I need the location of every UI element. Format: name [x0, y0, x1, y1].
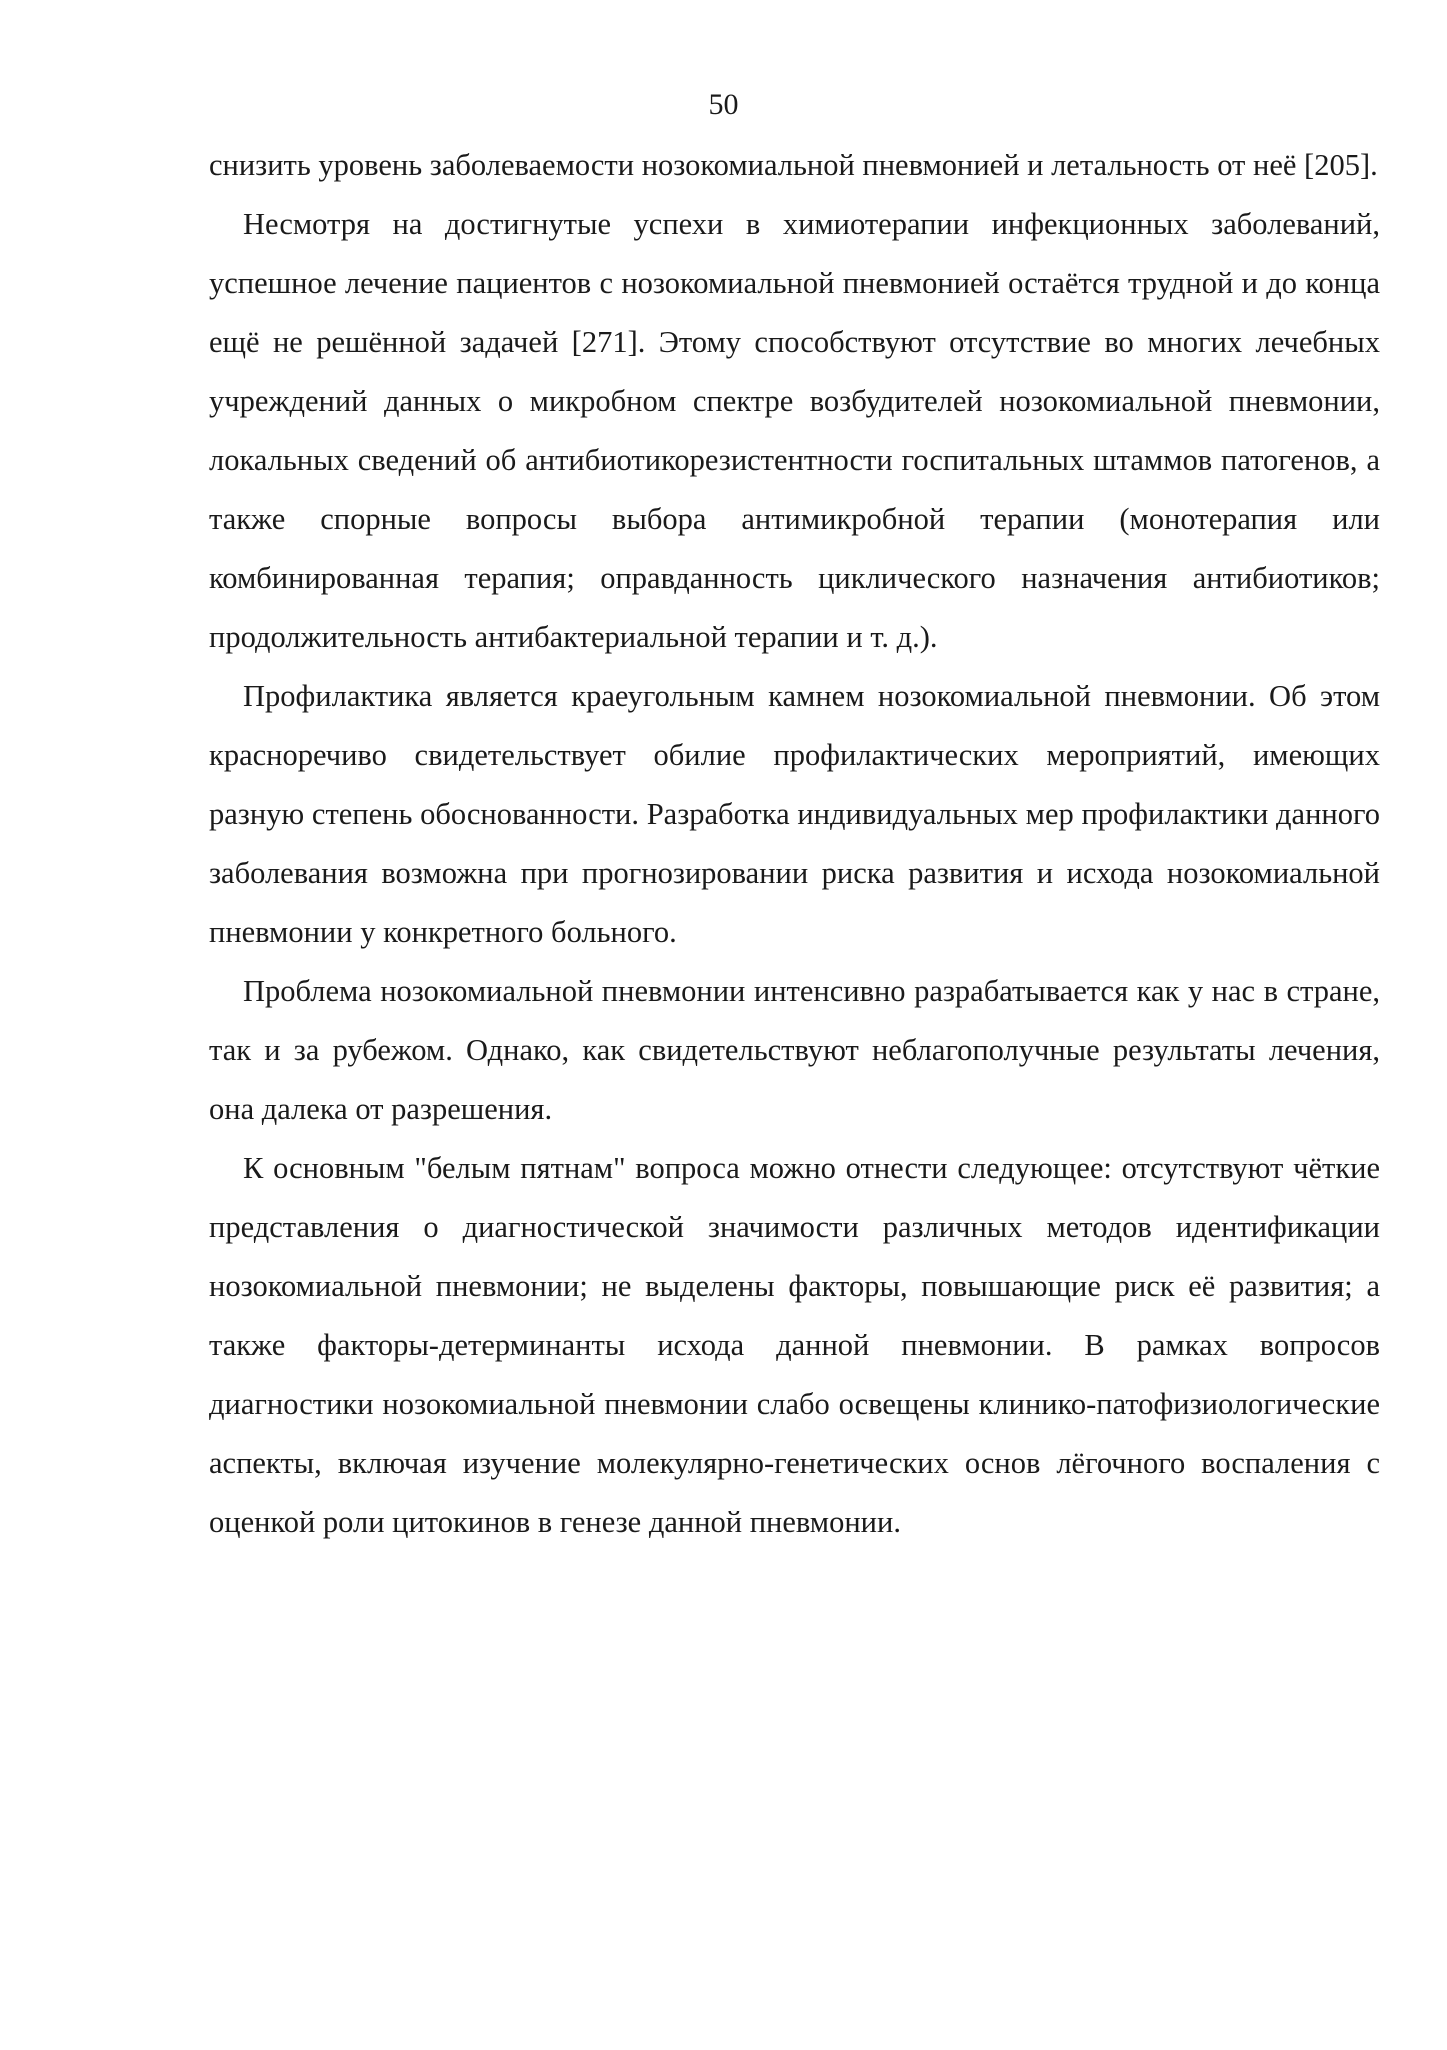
paragraph-continuation: снизить уровень заболеваемости нозокомиальной пневмонией и летальность от неё [205]. — [209, 148, 1378, 182]
paragraph-chemotherapy: Несмотря на достигнутые успехи в химиотерапии инфекционных заболеваний, успешное лечение пациентов с нозокомиальной пневмонией остаётся трудной и до конца ещё не решённой задачей [271]. Этому способствуют отсутствие во многих лечебных учреждений данных о микробном спектре возбудителей нозокомиальной пневмонии, локальных сведений об антибиотикорезистентности госпитальных штаммов патогенов, а также спорные вопросы выбора антимикробной терапии (монотерапия или комбинированная терапия; оправданность циклического назначения антибиотиков; продолжительность антибактериальной терапии и т. д.). — [209, 207, 1380, 654]
body-text — [209, 136, 1380, 1552]
paragraph-white-spots: К основным "белым пятнам" вопроса можно отнести следующее: отсутствуют чёткие представления о диагностической значимости различных методов идентификации нозокомиальной пневмонии; не выделены факторы, повышающие риск её развития; а также факторы-детерминанты исхода данной пневмонии. В рамках вопросов диагностики нозокомиальной пневмонии слабо освещены клинико-патофизиологические аспекты, включая изучение молекулярно-генетических основ лёгочного воспаления с оценкой роли цитокинов в генезе данной пневмонии. — [209, 1151, 1380, 1539]
page-number: 50 — [708, 88, 739, 121]
paragraph-problem: Проблема нозокомиальной пневмонии интенсивно разрабатывается как у нас в стране, так и за рубежом. Однако, как свидетельствуют неблагополучные результаты лечения, она далека от разрешения. — [209, 974, 1380, 1126]
paragraph-prevention: Профилактика является краеугольным камнем нозокомиальной пневмонии. Об этом красноречиво свидетельствует обилие профилактических мероприятий, имеющих разную степень обоснованности. Разработка индивидуальных мер профилактики данного заболевания возможна при прогнозировании риска развития и исхода нозокомиальной пневмонии у конкретного больного. — [209, 679, 1380, 949]
